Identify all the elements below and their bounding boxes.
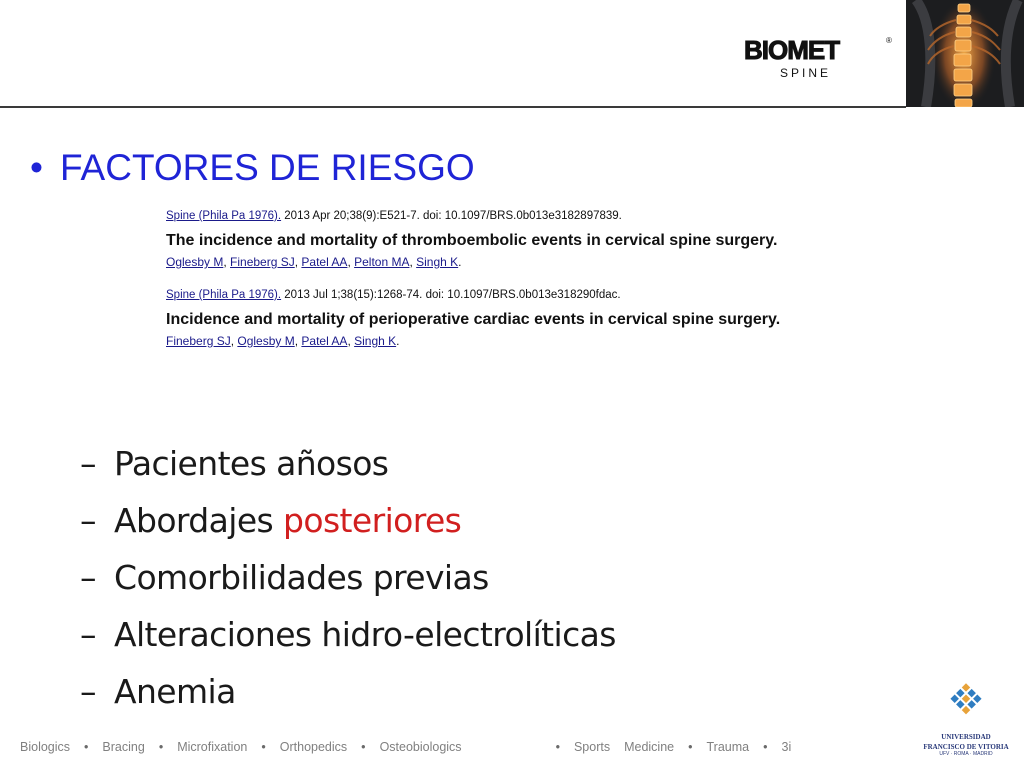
footer-separator: • — [688, 740, 693, 754]
author-link[interactable]: Fineberg SJ — [230, 255, 295, 269]
list-item — [80, 492, 616, 549]
slide-title — [30, 146, 475, 190]
footer-link-sports[interactable]: Sports — [573, 740, 611, 754]
citation-text: 2013 Apr 20;38(9):E521-7. doi: 10.1097/BRS.0b013e3182897839. — [281, 210, 622, 222]
header-divider — [0, 106, 906, 108]
bullet-icon: • — [30, 147, 43, 188]
author-link[interactable]: Singh K — [354, 334, 397, 348]
list-item — [80, 663, 616, 720]
spine-xray-image — [906, 0, 1024, 107]
list-item-highlight: posteriores — [283, 501, 462, 540]
list-item-text: Alteraciones hidro-electrolíticas — [114, 615, 616, 654]
footer-link-trauma[interactable]: Trauma — [706, 740, 750, 754]
author-link[interactable]: Pelton MA — [354, 255, 410, 269]
list-item-text: Comorbilidades previas — [114, 558, 489, 597]
list-item-text: Anemia — [114, 672, 236, 711]
journal-link[interactable]: Spine (Phila Pa 1976). — [166, 289, 282, 301]
footer-separator: • — [261, 740, 266, 754]
university-name-line1: UNIVERSIDAD — [941, 733, 991, 741]
author-link[interactable]: Patel AA — [301, 255, 348, 269]
author-link[interactable]: Fineberg SJ — [166, 334, 231, 348]
university-logo — [912, 680, 1020, 764]
dash-bullet: – — [80, 558, 96, 597]
reference-authors: Fineberg SJ, Oglesby M, Patel AA, Singh K. — [166, 334, 400, 348]
dash-bullet: – — [80, 444, 96, 483]
reference-2 — [166, 287, 886, 350]
citation-text: 2013 Jul 1;38(15):1268-74. doi: 10.1097/BRS.0b013e318290fdac. — [281, 289, 621, 301]
footer-nav — [20, 740, 900, 754]
risk-factor-list — [80, 435, 616, 720]
reference-meta — [166, 287, 886, 304]
biomet-spine-logo — [744, 36, 890, 86]
footer-link-osteobiologics[interactable]: Osteobiologics — [379, 740, 462, 754]
author-link[interactable]: Singh K — [416, 255, 459, 269]
slide-title-text: FACTORES DE RIESGO — [60, 147, 475, 188]
university-emblem-icon — [940, 680, 992, 726]
list-item — [80, 549, 616, 606]
footer-separator: • — [84, 740, 89, 754]
list-item — [80, 435, 616, 492]
footer-separator: • — [763, 740, 768, 754]
references-block — [166, 208, 886, 366]
footer-link-orthopedics[interactable]: Orthopedics — [279, 740, 348, 754]
author-link[interactable]: Patel AA — [301, 334, 348, 348]
footer-link-bracing[interactable]: Bracing — [102, 740, 145, 754]
journal-link[interactable]: Spine (Phila Pa 1976). — [166, 210, 282, 222]
logo-registered-mark: ® — [886, 36, 892, 45]
footer-link-biologics[interactable]: Biologics — [20, 740, 71, 754]
footer-separator: • — [555, 740, 560, 754]
author-link[interactable]: Oglesby M — [166, 255, 224, 269]
footer-separator: • — [361, 740, 366, 754]
university-name-line2: FRANCISCO DE VITORIA — [923, 743, 1009, 751]
list-item-text: Pacientes añosos — [114, 444, 389, 483]
footer-separator: • — [158, 740, 164, 754]
logo-subtitle: SPINE — [780, 66, 832, 80]
dash-bullet: – — [80, 501, 96, 540]
reference-meta — [166, 208, 886, 225]
logo-wordmark: BIOMET — [744, 35, 840, 65]
author-link[interactable]: Oglesby M — [237, 334, 295, 348]
footer-link-medicine[interactable]: Medicine — [624, 740, 675, 754]
footer-link-microfixation[interactable]: Microfixation — [177, 740, 248, 754]
reference-title: The incidence and mortality of thromboembolic events in cervical spine surgery. — [166, 232, 778, 249]
dash-bullet: – — [80, 672, 96, 711]
university-subtitle: UFV · ROMA · MADRID — [939, 751, 993, 757]
reference-authors: Oglesby M, Fineberg SJ, Patel AA, Pelton MA, Singh K. — [166, 255, 462, 269]
list-item-text: Abordajes — [114, 501, 284, 540]
reference-1 — [166, 208, 886, 271]
dash-bullet: – — [80, 615, 96, 654]
reference-title: Incidence and mortality of perioperative cardiac events in cervical spine surgery. — [166, 311, 781, 328]
list-item — [80, 606, 616, 663]
footer-link-3i[interactable]: 3i — [781, 740, 792, 754]
